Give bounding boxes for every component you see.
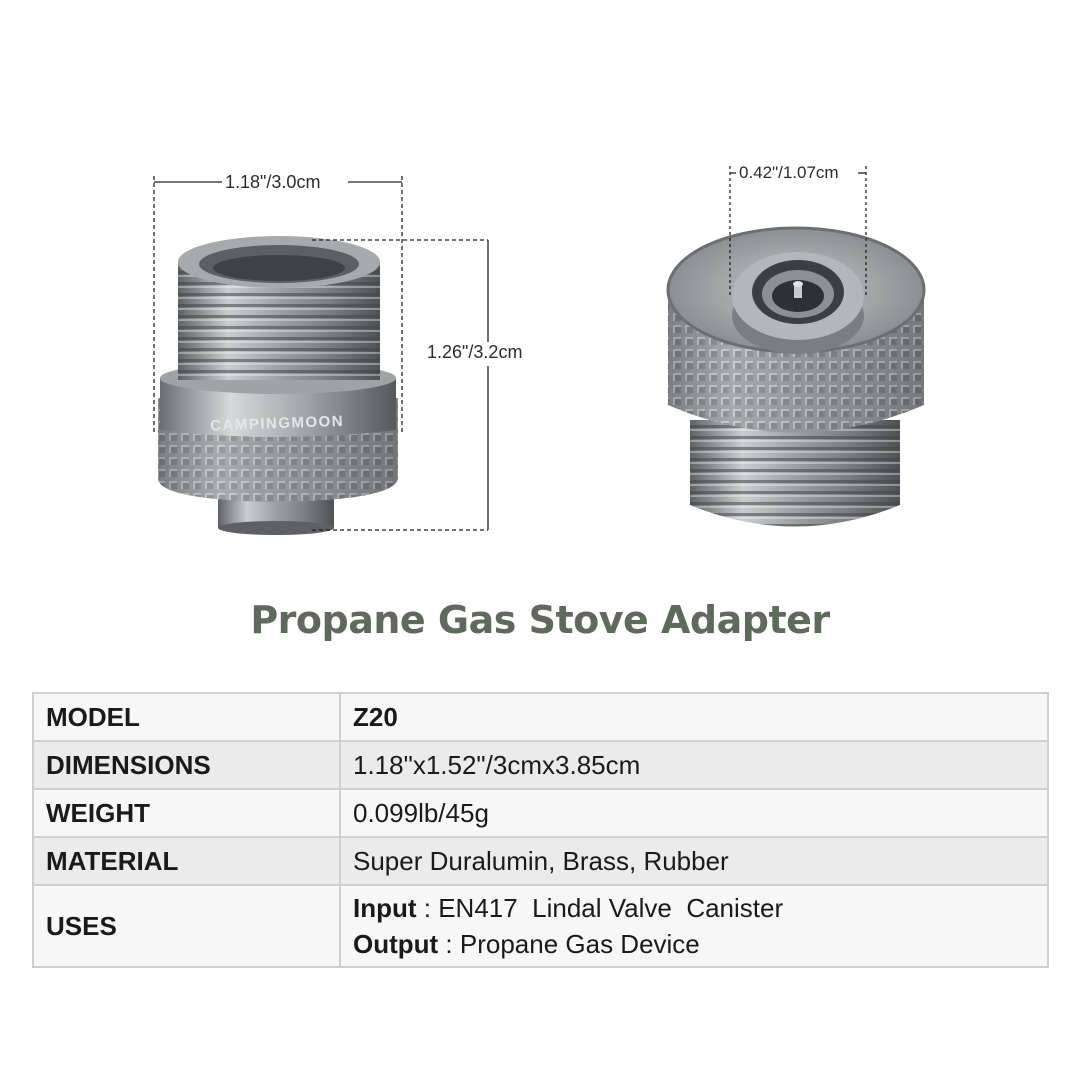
spec-key-uses: USES	[33, 885, 340, 967]
table-row	[33, 741, 1048, 789]
spec-value-model: Z20	[340, 693, 1048, 741]
spec-key-weight: WEIGHT	[33, 789, 340, 837]
product-title: Propane Gas Stove Adapter	[250, 598, 830, 642]
inlet-dimension-label: 0.42"/1.07cm	[736, 163, 842, 183]
spec-table	[32, 692, 1049, 968]
uses-output-label: Output	[353, 929, 439, 959]
uses-input-value: EN417 Lindal Valve Canister	[438, 893, 784, 923]
spec-value-uses	[340, 885, 1048, 967]
height-dimension-label: 1.26"/3.2cm	[424, 342, 525, 363]
spec-value-material: Super Duralumin, Brass, Rubber	[340, 837, 1048, 885]
uses-output-separator: :	[438, 929, 460, 959]
table-row	[33, 885, 1048, 967]
uses-input-label: Input	[353, 893, 417, 923]
spec-value-dimensions: 1.18"x1.52"/3cmx3.85cm	[340, 741, 1048, 789]
uses-output-value: Propane Gas Device	[459, 929, 700, 959]
spec-key-material: MATERIAL	[33, 837, 340, 885]
right-adapter-image	[668, 228, 924, 527]
left-adapter-image	[158, 236, 398, 535]
table-row	[33, 837, 1048, 885]
brand-engraving: CAMPINGMOON	[209, 412, 345, 435]
spec-key-dimensions: DIMENSIONS	[33, 741, 340, 789]
uses-input-separator: :	[416, 893, 439, 923]
table-row	[33, 789, 1048, 837]
width-dimension-label: 1.18"/3.0cm	[222, 172, 323, 193]
uses-input-line	[353, 890, 1047, 926]
uses-output-line	[353, 926, 1047, 962]
spec-key-model: MODEL	[33, 693, 340, 741]
spec-value-weight: 0.099lb/45g	[340, 789, 1048, 837]
table-row	[33, 693, 1048, 741]
